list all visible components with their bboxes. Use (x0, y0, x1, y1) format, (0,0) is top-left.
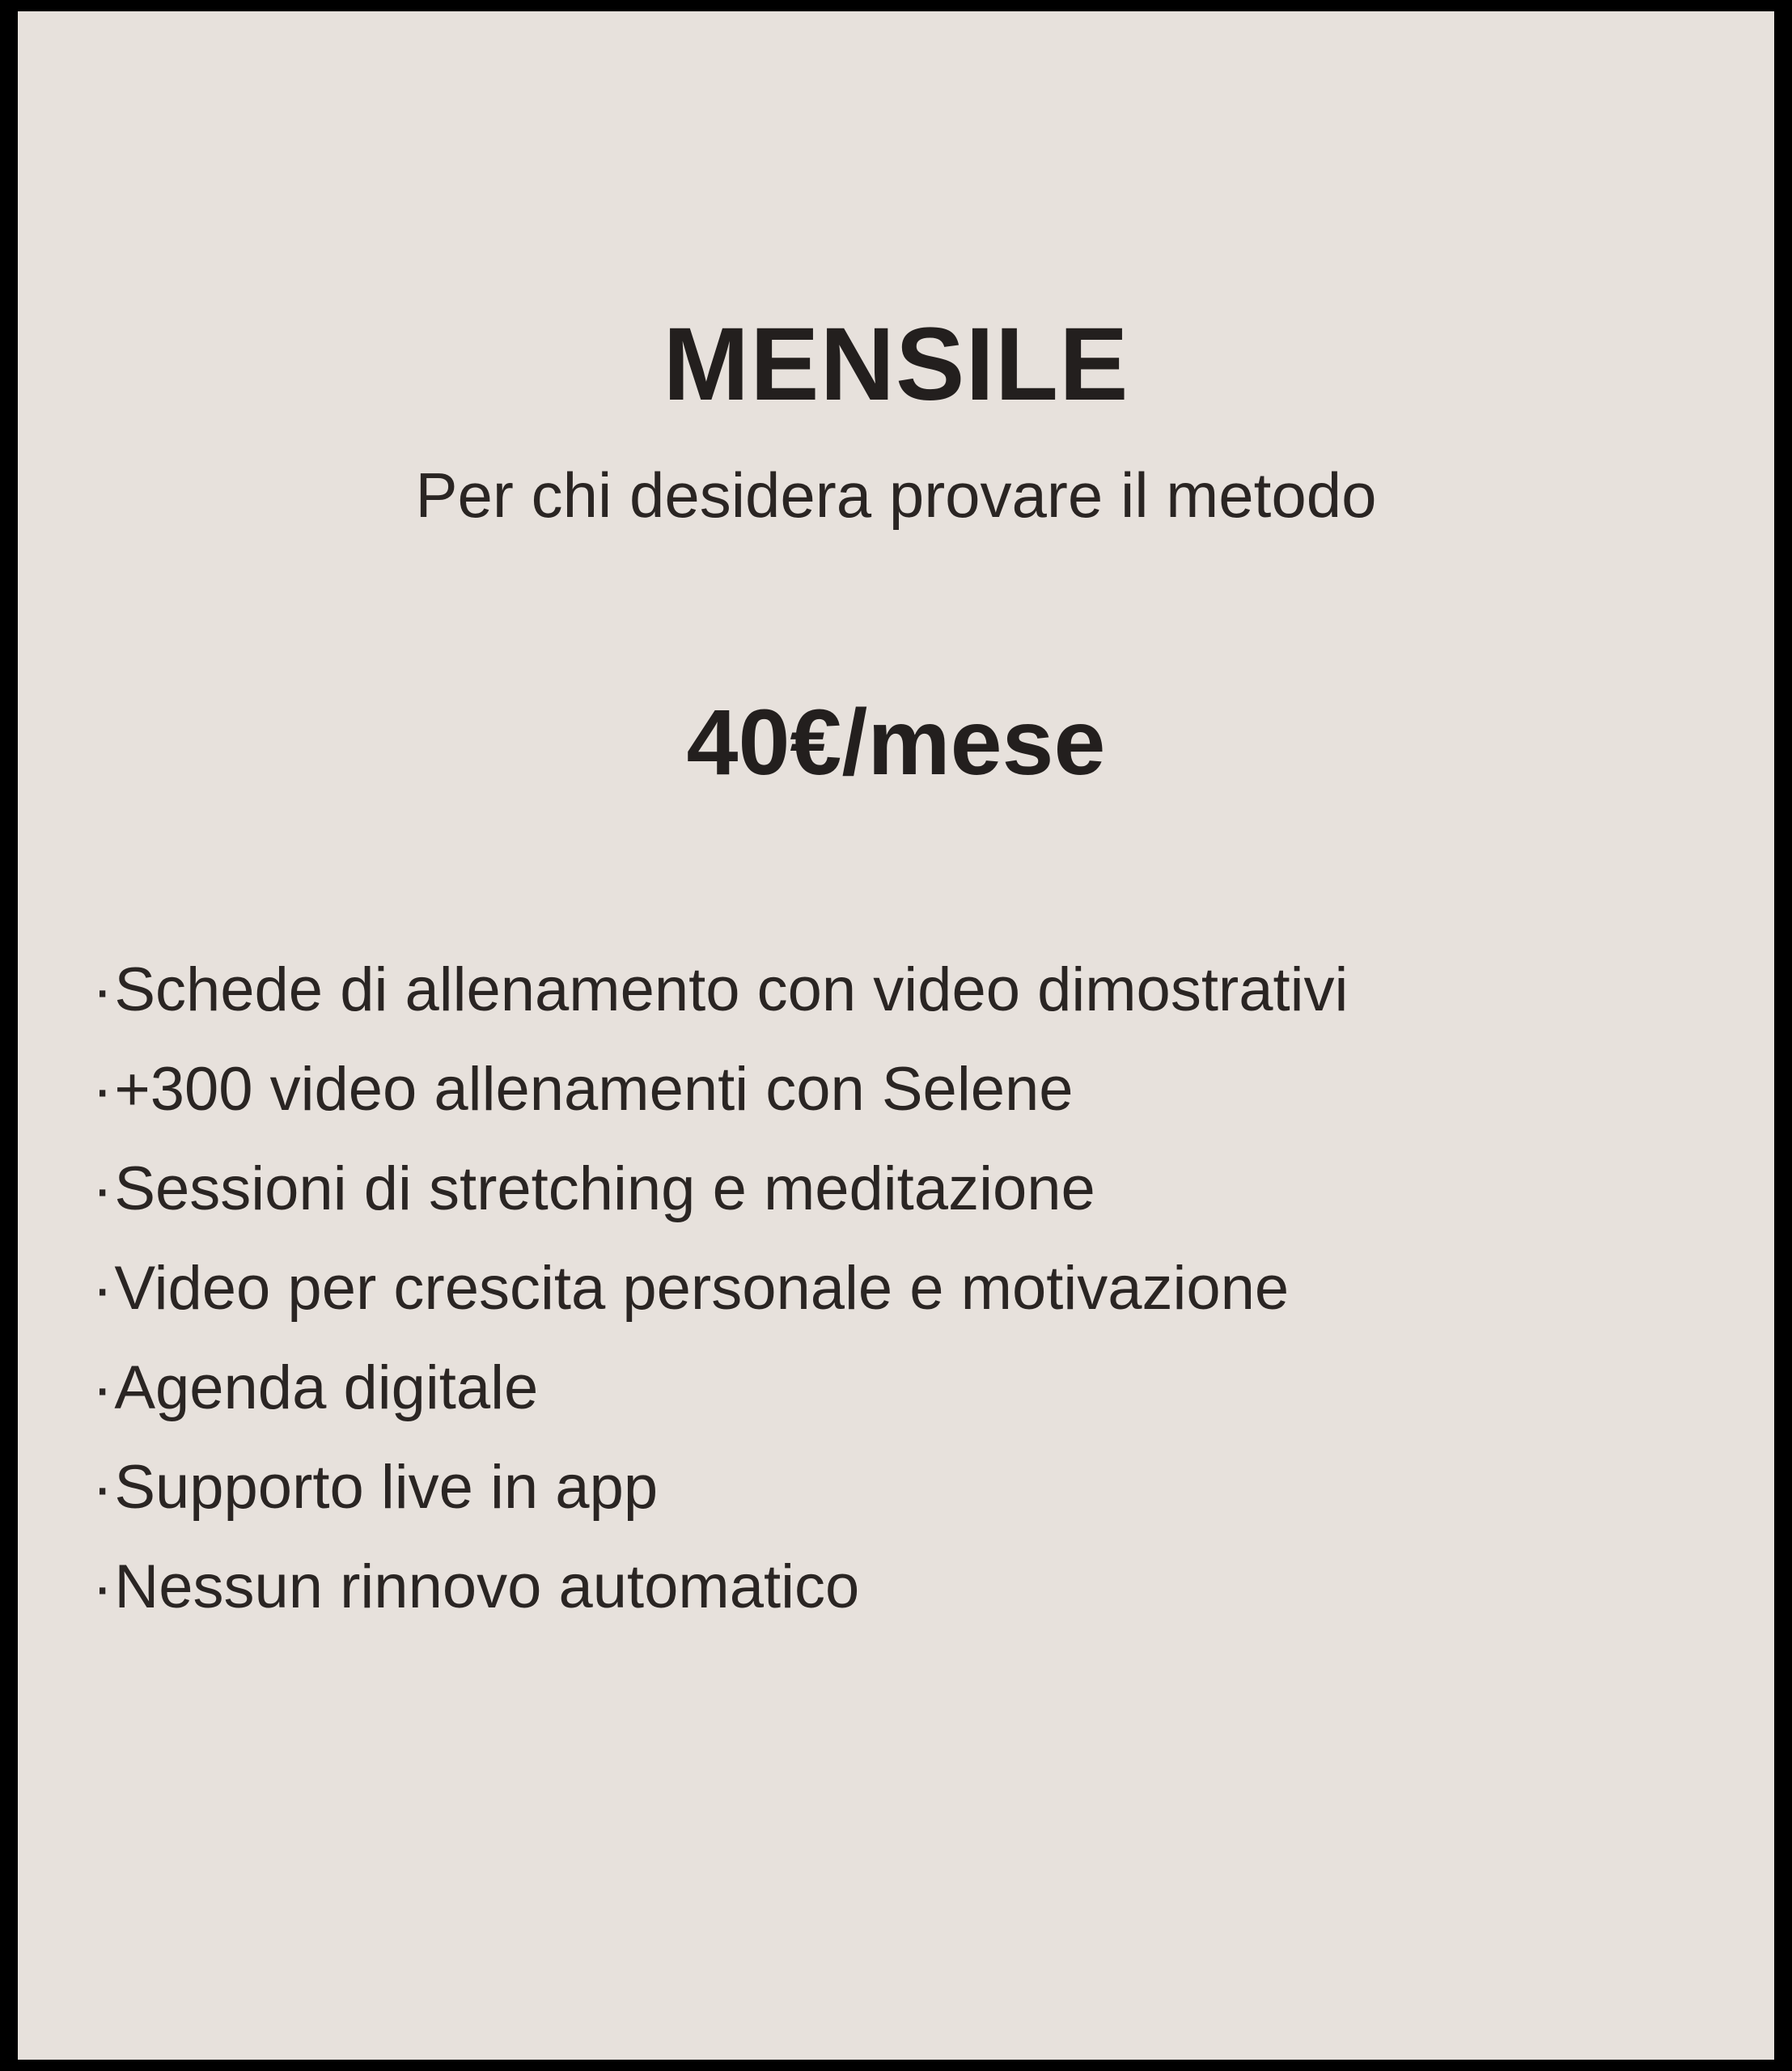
bullet-icon: · (92, 955, 113, 1025)
list-item (92, 1154, 1095, 1224)
bullet-icon: · (92, 1055, 113, 1124)
list-item-label: Video per crescita personale e motivazione (114, 1254, 1290, 1323)
list-item-label: +300 video allenamenti con Selene (114, 1055, 1074, 1124)
bullet-icon: · (92, 1453, 113, 1523)
bullet-icon: · (92, 1154, 113, 1224)
feature-list (18, 955, 1774, 1656)
list-item (92, 1353, 539, 1423)
list-item-label: Agenda digitale (114, 1353, 539, 1423)
bullet-icon: · (92, 1552, 113, 1622)
list-item (92, 1055, 1074, 1124)
bullet-icon: · (92, 1254, 113, 1323)
plan-price: 40€/mese (686, 690, 1106, 794)
list-item-label: Nessun rinnovo automatico (114, 1552, 860, 1622)
list-item (92, 955, 1349, 1025)
list-item-label: Sessioni di stretching e meditazione (114, 1154, 1095, 1224)
list-item (92, 1453, 659, 1523)
page-title: MENSILE (663, 307, 1129, 422)
list-item-label: Schede di allenamento con video dimostrativi (114, 955, 1349, 1025)
bullet-icon: · (92, 1353, 113, 1423)
plan-subtitle: Per chi desidera provare il metodo (415, 460, 1377, 532)
list-item (92, 1552, 860, 1622)
list-item-label: Supporto live in app (114, 1453, 659, 1523)
list-item (92, 1254, 1290, 1323)
pricing-card (18, 11, 1774, 2060)
